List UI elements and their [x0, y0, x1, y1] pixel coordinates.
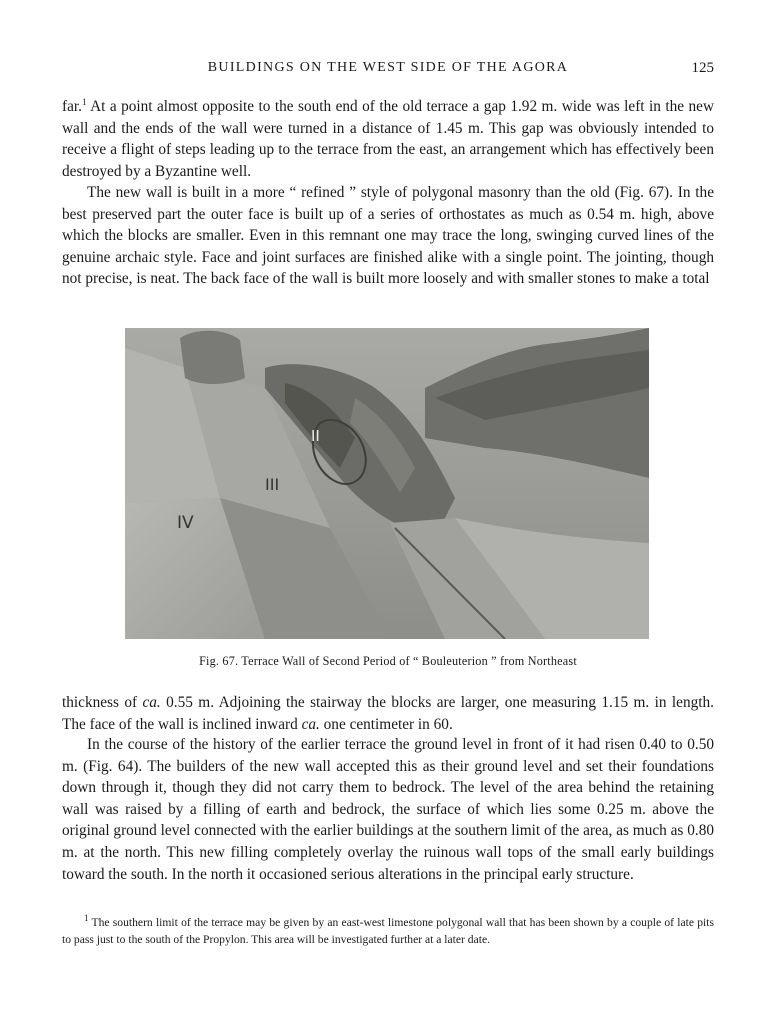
ca-abbreviation-2: ca. — [301, 715, 320, 733]
figure-caption: Fig. 67. Terrace Wall of Second Period of “ Bouleuterion ” from Northeast — [199, 654, 577, 668]
paragraph-3-text-after: one centimeter in 60. — [319, 715, 453, 733]
footnote-reference[interactable]: 1 — [81, 96, 87, 107]
paragraph-1-lead: far. — [62, 98, 82, 115]
figure-label-iii: III — [265, 475, 280, 494]
paragraph-4: In the course of the history of the earlier terrace the ground level in front of it had risen 0.40 to 0.50 m. (Fig. 64). The builders of the new wall accepted this as their ground level and set their foundations down through it, though they did not carry them to bedrock. The level of the area behind the retaining wall was raised by a filling of earth and bedrock, the surface of which lies some 0.25 m. above the original ground level connected with the earlier buildings at the southern limit of the area, as much as 0.80 m. at the north. This new filling completely overlay the ruinous wall tops of the small early buildings toward the south. In the north it occasioned serious alterations in the principal early structure. — [62, 736, 714, 883]
paragraph-1-text: At a point almost opposite to the south end of the old terrace a gap 1.92 m. wide was left in the new wall and the ends of the wall were turned in a distance of 1.45 m. This gap was obviously intended to receive a flight of steps leading up to the terrace from the east, an arrangement which has effectively been destroyed by a Byzantine well. — [62, 98, 714, 180]
paragraph-1 — [62, 96, 714, 182]
page-number: 125 — [691, 60, 714, 76]
figure-label-iv: IV — [177, 513, 194, 533]
paragraph-3-text-middle: 0.55 m. Adjoining the stairway the blocks are larger, one measuring 1.15 m. in length. The face of the wall is inclined inward — [62, 694, 714, 733]
paragraph-3 — [62, 692, 714, 735]
figure-67-photograph — [125, 328, 649, 639]
footnote-text: The southern limit of the terrace may be given by an east-west limestone polygonal wall that has been shown by a couple of late pits to pass just to the south of the Propylon. This area will be investigated further at a later date. — [62, 916, 714, 946]
paragraph-3-text-before: thickness of — [62, 694, 143, 711]
boulder — [180, 331, 245, 384]
page-header — [62, 60, 714, 84]
paragraph-2: The new wall is built in a more “ refined ” style of polygonal masonry than the old (Fig. 67). In the best preserved part the outer face is built up of a series of orthostates as much as 0.54 m. high, above which the blocks are smaller. Even in this remnant one may trace the long, swinging curved lines of the genuine archaic style. Face and joint surfaces are finished alike with a single point. The jointing, though not precise, is neat. The back face of the wall is built more loosely and with smaller stones to make a total — [62, 184, 714, 288]
ca-abbreviation: ca. — [142, 694, 161, 711]
figure-label-ii: II — [311, 427, 320, 445]
footnote-1 — [62, 915, 714, 948]
footnote-marker: 1 — [84, 913, 89, 924]
running-title: BUILDINGS ON THE WEST SIDE OF THE AGORA — [207, 60, 569, 75]
